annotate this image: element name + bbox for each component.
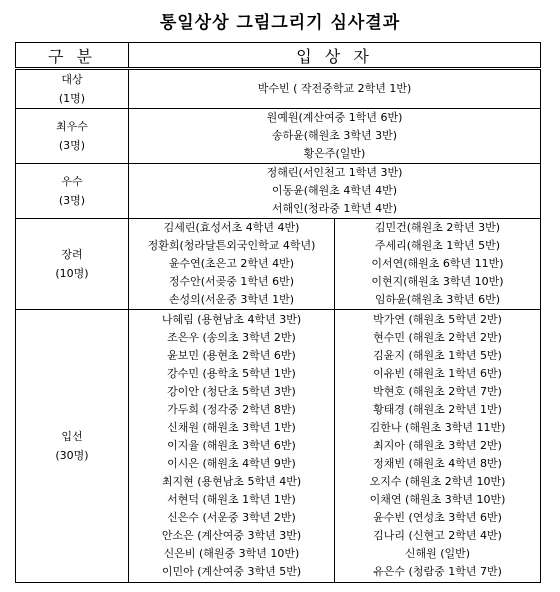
winner-name: 김윤지 (해원초 1학년 5반) xyxy=(373,349,502,362)
winner-name: 정수안(서곶중 1학년 6반) xyxy=(168,275,295,288)
winner-name: 최지아 (해원초 3학년 2반) xyxy=(373,439,502,452)
award-category-cell xyxy=(16,164,129,219)
award-count: (3명) xyxy=(58,194,86,207)
winner-name: 정채빈 (해원초 4학년 8반) xyxy=(373,457,502,470)
winner-name: 김한나 (해원초 3학년 11반) xyxy=(369,421,506,434)
winner-cell-right xyxy=(335,219,541,310)
winner-name: 최지현 (용현남초 5학년 4반) xyxy=(161,475,302,488)
winner-name: 이서연(해원초 6학년 11반) xyxy=(371,257,504,270)
header-winners: 입 상 자 xyxy=(129,43,541,69)
winner-name: 신해원 (일반) xyxy=(404,547,471,560)
award-category-cell xyxy=(16,69,129,109)
page-title: 통일상상 그림그리기 심사결과 xyxy=(159,13,401,33)
award-name: 최우수 xyxy=(56,120,88,133)
award-row-excellence xyxy=(16,109,541,164)
winner-cell xyxy=(129,109,541,164)
winner-name: 박수빈 ( 작전중학교 2학년 1반) xyxy=(257,82,412,95)
winner-name: 황태경 (해원초 2학년 1반) xyxy=(373,403,502,416)
winner-name: 이시은 (해원초 4학년 9반) xyxy=(167,457,296,470)
award-name: 대상 xyxy=(61,73,83,86)
winner-name: 원예원(계산여중 1학년 6반) xyxy=(266,111,403,124)
winner-name: 황은주(일반) xyxy=(303,147,366,160)
winner-name: 서해인(청라중 1학년 4반) xyxy=(271,202,398,215)
winner-name: 신은비 (해원중 3학년 10반) xyxy=(163,547,300,560)
award-name: 장려 xyxy=(61,248,83,261)
results-table xyxy=(15,42,541,583)
award-category-cell xyxy=(16,109,129,164)
winner-name: 임하윤(해원초 3학년 6반) xyxy=(374,293,501,306)
winner-cell-left xyxy=(129,310,335,583)
winner-name: 강수민 (용학초 5학년 1반) xyxy=(167,367,296,380)
winner-name: 윤보민 (용현초 2학년 6반) xyxy=(167,349,296,362)
winner-name: 김나리 (신현고 2학년 4반) xyxy=(373,529,502,542)
winner-name: 강이안 (청단초 5학년 3반) xyxy=(167,385,296,398)
header-category: 구 분 xyxy=(16,43,129,69)
award-row-selected xyxy=(16,310,541,583)
winner-name: 이현지(해원초 3학년 10반) xyxy=(371,275,504,288)
award-count: (10명) xyxy=(55,267,89,280)
winner-name: 안소은 (계산여중 3학년 3반) xyxy=(161,529,302,542)
winner-name: 정해린(서인천고 1학년 3반) xyxy=(266,166,403,179)
winner-name: 정환희(청라달튼외국인학교 4학년) xyxy=(147,239,316,252)
winner-name: 이동윤(해원초 4학년 4반) xyxy=(271,184,398,197)
winner-name: 유은수 (청람중 1학년 7반) xyxy=(373,565,502,578)
award-name: 입선 xyxy=(61,430,83,443)
winner-name: 오지수 (해원초 2학년 10반) xyxy=(369,475,506,488)
winner-name: 신은수 (서운중 3학년 2반) xyxy=(167,511,296,524)
winner-name: 신채원 (해원초 3학년 1반) xyxy=(167,421,296,434)
winner-name: 윤수빈 (연성초 3학년 6반) xyxy=(373,511,502,524)
winner-name: 이유빈 (해원초 1학년 6반) xyxy=(373,367,502,380)
award-count: (1명) xyxy=(58,92,86,105)
winner-name: 박현호 (해원초 2학년 7반) xyxy=(373,385,502,398)
winner-name: 김세린(효성서초 4학년 4반) xyxy=(163,221,300,234)
winner-name: 김민건(해원초 2학년 3반) xyxy=(374,221,501,234)
award-category-cell xyxy=(16,310,129,583)
winner-name: 송하윤(해원초 3학년 3반) xyxy=(271,129,398,142)
winner-name: 주세리(해원초 1학년 5반) xyxy=(374,239,501,252)
winner-name: 현수민 (해원초 2학년 2반) xyxy=(373,331,502,344)
award-name: 우수 xyxy=(61,175,83,188)
award-row-grand xyxy=(16,69,541,109)
winner-name: 서현덕 (해원초 1학년 1반) xyxy=(167,493,296,506)
award-count: (30명) xyxy=(55,449,89,462)
winner-name: 나혜림 (용현남초 4학년 3반) xyxy=(161,313,302,326)
header-row xyxy=(16,43,541,69)
award-row-merit xyxy=(16,164,541,219)
winner-cell xyxy=(129,164,541,219)
winner-cell-right xyxy=(335,310,541,583)
award-row-encouragement xyxy=(16,219,541,310)
award-count: (3명) xyxy=(58,139,86,152)
winner-name: 윤수연(초은고 2학년 4반) xyxy=(168,257,295,270)
winner-name: 박가연 (해원초 5학년 2반) xyxy=(373,313,502,326)
winner-name: 가두희 (정각중 2학년 8반) xyxy=(167,403,296,416)
winner-name: 이지율 (해원초 3학년 6반) xyxy=(167,439,296,452)
winner-cell-left xyxy=(129,219,335,310)
winner-name: 조은우 (송의초 3학년 2반) xyxy=(167,331,296,344)
winner-name: 손성의(서운중 3학년 1반) xyxy=(168,293,295,306)
winner-cell xyxy=(129,69,541,109)
winner-name: 이민아 (계산여중 3학년 5반) xyxy=(161,565,302,578)
award-category-cell xyxy=(16,219,129,310)
winner-name: 이채연 (해원초 3학년 10반) xyxy=(369,493,506,506)
